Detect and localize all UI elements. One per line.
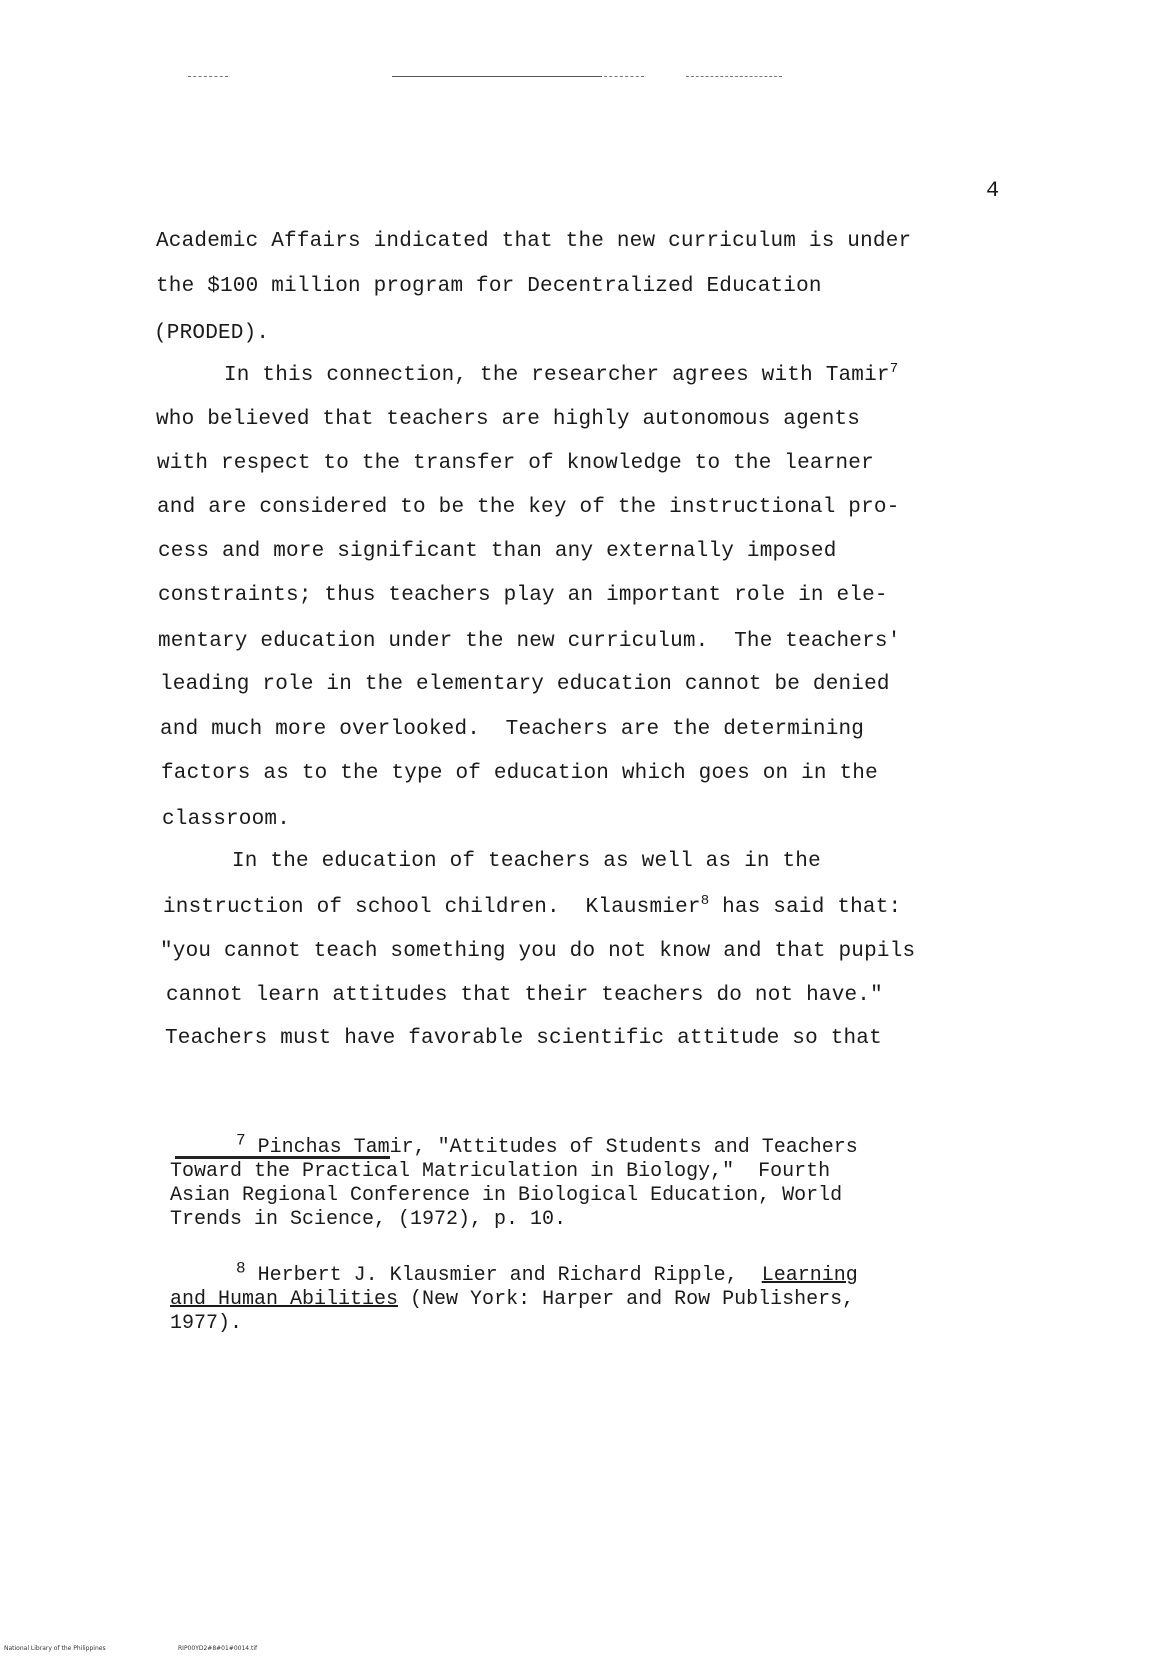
body-line-text: In this connection, the researcher agrees with Tamir [224, 364, 890, 387]
top-rule-left [188, 76, 228, 77]
body-line: (PRODED). [154, 322, 270, 345]
body-line: the $100 million program for Decentralized Education [156, 275, 822, 298]
footnote-8-line [170, 1288, 854, 1312]
top-rule-center-tail [604, 76, 644, 77]
top-rule-center [392, 76, 602, 77]
footnote-7-line [236, 1131, 858, 1160]
footnote-text: Herbert J. Klausmier and Richard Ripple, [245, 1264, 762, 1287]
scan-source-caption: National Library of the Philippines [4, 1645, 106, 1652]
body-line: constraints; thus teachers play an important role in ele- [158, 584, 888, 607]
body-line: Teachers must have favorable scientific attitude so that [165, 1027, 882, 1050]
scan-file-caption: RIP00YD2#8#01#0014.tif [178, 1645, 258, 1652]
body-line: cess and more significant than any externally imposed [158, 540, 837, 563]
body-line-text: has said that: [709, 896, 902, 919]
footnote-8-line [236, 1259, 858, 1288]
footnote-book-title: Learning [761, 1264, 858, 1287]
top-rule-right [686, 76, 782, 77]
body-line [163, 893, 902, 919]
body-line: and much more overlooked. Teachers are the determining [160, 718, 865, 741]
body-line: factors as to the type of education which goes on in the [161, 762, 878, 785]
footnote-7-line: Trends in Science, (1972), p. 10. [170, 1208, 567, 1231]
body-line: and are considered to be the key of the instructional pro- [157, 496, 900, 519]
body-line: classroom. [162, 808, 291, 831]
body-line: who believed that teachers are highly autonomous agents [156, 408, 861, 431]
page-number: 4 [986, 178, 1000, 203]
body-line: with respect to the transfer of knowledge to the learner [157, 452, 874, 475]
footnote-8-line: 1977). [170, 1312, 243, 1335]
body-line: cannot learn attitudes that their teachers do not have." [166, 984, 883, 1007]
body-line-text: instruction of school children. Klausmier [163, 896, 701, 919]
body-line: "you cannot teach something you do not know and that pupils [160, 940, 916, 963]
footnote-ref-8: 8 [700, 893, 710, 909]
footnote-text: (New York: Harper and Row Publishers, [398, 1288, 855, 1311]
body-line: Academic Affairs indicated that the new curriculum is under [156, 230, 912, 253]
footnote-7-marker: 7 [236, 1131, 246, 1150]
footnote-ref-7: 7 [889, 361, 899, 377]
footnote-7-line: Asian Regional Conference in Biological Education, World [170, 1184, 843, 1207]
body-line [224, 361, 899, 387]
footnote-8-marker: 8 [236, 1259, 246, 1278]
footnote-book-title: and Human Abilities [170, 1288, 399, 1311]
body-line: mentary education under the new curriculum. The teachers' [158, 630, 901, 653]
body-line: leading role in the elementary education cannot be denied [160, 673, 890, 696]
footnote-text: Pinchas Tamir, "Attitudes of Students and Teachers [245, 1136, 858, 1159]
footnote-7-line: Toward the Practical Matriculation in Biology," Fourth [170, 1160, 831, 1183]
body-line: In the education of teachers as well as in the [232, 850, 821, 873]
